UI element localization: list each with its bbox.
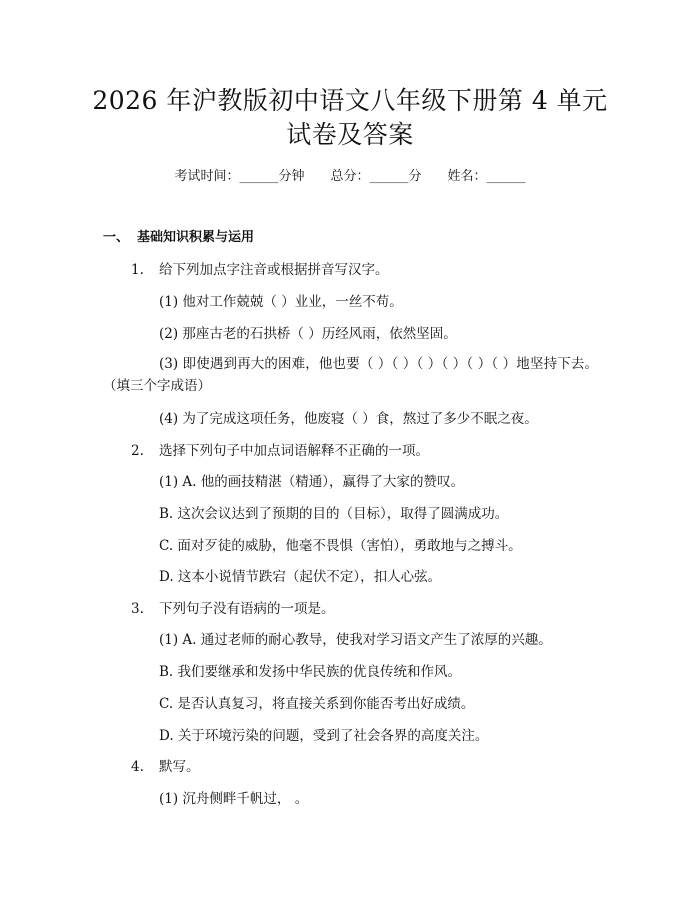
question-number: 4. [131,759,144,775]
total-score: 总分：______分 [330,169,422,184]
question-text: 默写。 [159,759,200,775]
question-item: (1) A. 他的画技精湛（精通），赢得了大家的赞叹。 [159,474,464,490]
question-item: (4) 为了完成这项任务，他废寝（ ）食，熬过了多少不眠之夜。 [159,411,538,427]
question-text: 选择下列句子中加点词语解释不正确的一项。 [159,443,429,459]
question-2 [131,442,429,460]
question-text: 下列句子没有语病的一项是。 [159,601,335,617]
question-number: 1. [131,262,144,278]
doc-title-line-1: 2026 年沪教版初中语文八年级下册第 4 单元 [92,86,608,115]
question-text: 给下列加点字注音或根据拼音写汉字。 [159,262,389,278]
question-3 [131,600,335,618]
section-number: 一、 [103,230,130,245]
section-title: 基础知识积累与运用 [137,230,255,245]
question-item: (1) 沉舟侧畔千帆过， 。 [159,791,309,807]
student-name: 姓名：______ [447,169,526,184]
question-item: D. 关于环境污染的问题，受到了社会各界的高度关注。 [159,728,489,744]
question-item: (2) 那座古老的石拱桥（ ）历经风雨，依然坚固。 [159,326,457,342]
question-item: (1) A. 通过老师的耐心教导，使我对学习语文产生了浓厚的兴趣。 [159,632,552,648]
section-heading [103,229,254,247]
question-item: B. 我们要继承和发扬中华民族的优良传统和作风。 [159,664,462,680]
question-4 [131,758,200,776]
question-item: (3) 即使遇到再大的困难，他也要（ ）（ ）（ ）（ ）（ ）（ ）地坚持下去。（填三个字成语） [103,356,598,394]
question-item: C. 面对歹徒的威胁，他毫不畏惧（害怕），勇敢地与之搏斗。 [159,538,522,554]
question-1 [131,261,389,279]
question-item: C. 是否认真复习，将直接关系到你能否考出好成绩。 [159,696,475,712]
question-number: 3. [131,601,144,617]
exam-meta [0,168,700,186]
question-item: (1) 他对工作兢兢（ ）业业，一丝不苟。 [159,294,403,310]
question-item: D. 这本小说情节跌宕（起伏不定），扣人心弦。 [159,569,442,585]
question-item: B. 这次会议达到了预期的目的（目标），取得了圆满成功。 [159,506,509,522]
question-number: 2. [131,443,144,459]
doc-title-line-2: 试卷及答案 [286,120,414,149]
exam-time: 考试时间：______分钟 [174,169,305,184]
